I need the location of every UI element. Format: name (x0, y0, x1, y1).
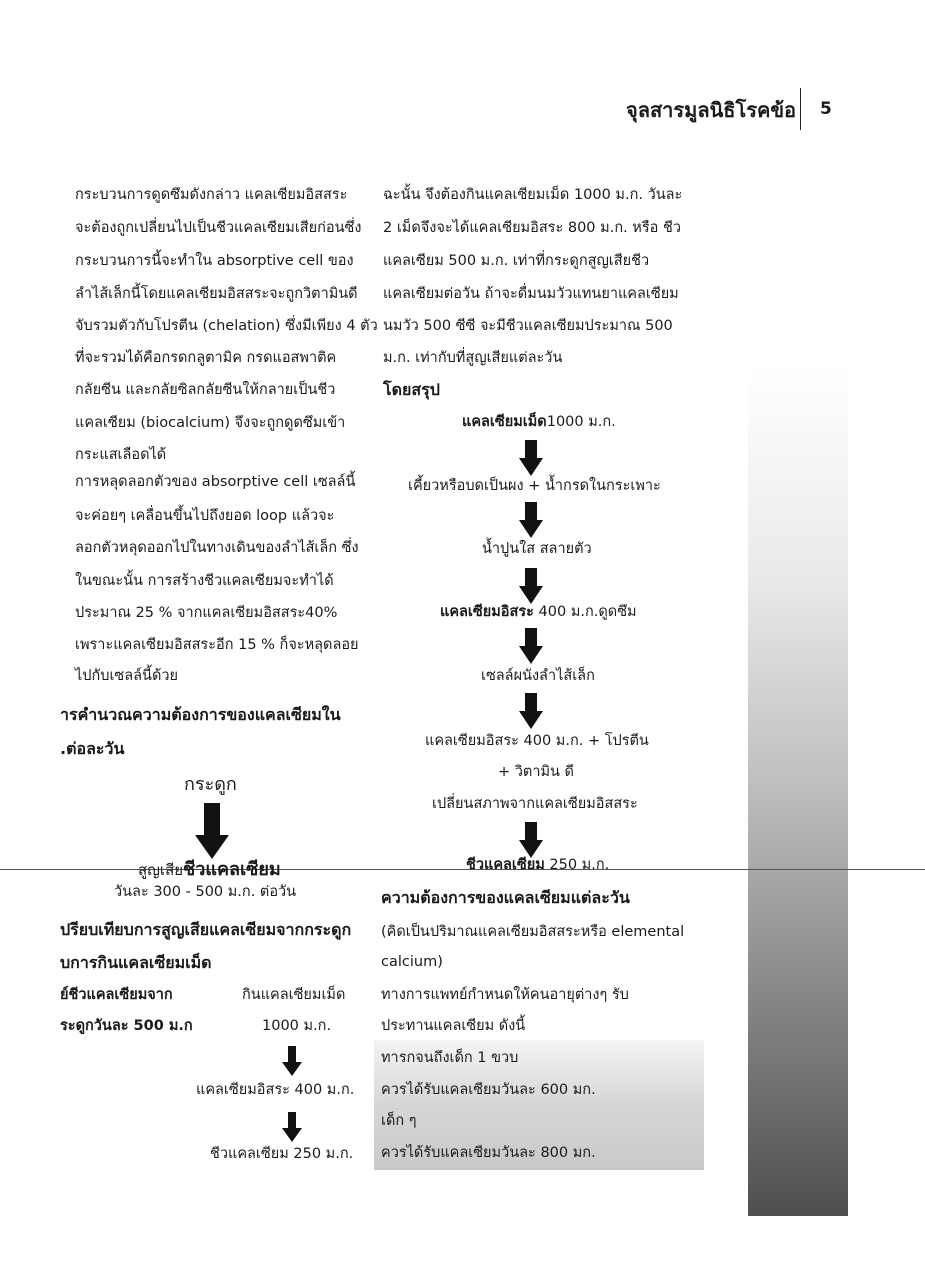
text-line: นมวัว 500 ซีซี จะมีชีวแคลเซียมประมาณ 500 (383, 318, 673, 334)
section-heading-daily-need: ารคำนวณความต้องการของแคลเซียมใน (60, 705, 341, 724)
flow-step-6-line: + วิตามิน ดี (498, 764, 574, 780)
section-heading-compare: ปรียบเทียบการสูญเสียแคลเซียมจากกระดูก (60, 920, 352, 939)
flow-step-5: เซลล์ผนังลำไส้เล็ก (481, 668, 595, 684)
section-heading-compare-cont: บการกินแคลเซียมเม็ด (60, 953, 212, 972)
need-line: ประทานแคลเซียม ดังนี้ (381, 1018, 526, 1034)
scan-gradient-band (748, 368, 848, 1216)
header-divider (800, 88, 801, 130)
text-line: แคลเซียมต่อวัน ถ้าจะดื่มนมวัวแทนยาแคลเซียม (383, 286, 679, 302)
text-line: กระบวนการดูดซึมดังกล่าว แคลเซียมอิสสระ (75, 187, 348, 203)
need-line: ควรได้รับแคลเซียมวันละ 600 มก. (381, 1082, 596, 1098)
text-line: ลอกตัวหลุดออกไปในทางเดินของลำไส้เล็ก ซึ่ง (75, 540, 359, 556)
page-number: 5 (820, 99, 832, 119)
down-arrow-icon (519, 822, 543, 858)
flow-step-3: น้ำปูนใส สลายตัว (482, 541, 592, 557)
text-line: เพราะแคลเซียมอิสสระอีก 15 % ก็จะหลุดลอย (75, 637, 359, 653)
text-line: แคลเซียม (biocalcium) จึงจะถูกดูดซึมเข้า (75, 415, 346, 431)
flow-step-7-bold: ชีวแคลเซียม (466, 857, 545, 873)
text-line: ลำไส้เล็กนี้โดยแคลเซียมอิสสระจะถูกวิตามินดี (75, 286, 358, 302)
need-line: ทางการแพทย์กำหนดให้คนอายุต่างๆ รับ (381, 987, 629, 1003)
flow-step-7 (466, 858, 609, 873)
flow-step-6-line: แคลเซียมอิสระ 400 ม.ก. + โปรตีน (425, 733, 649, 749)
text-line: 2 เม็ดจึงจะได้แคลเซียมอิสระ 800 ม.ก. หรือ ชีว (383, 220, 681, 236)
compare-left-line: ย์ชีวแคลเซียมจาก (60, 987, 173, 1003)
down-arrow-icon (519, 502, 543, 538)
text-line: กลัยซีน และกลัยซิลกลัยซีนให้กลายเป็นชีว (75, 382, 336, 398)
compare-left-line: ระดูกวันละ 500 ม.ก (60, 1018, 193, 1034)
page-header-title: จุลสารมูลนิธิโรคข้อ (626, 98, 797, 122)
text-line: ฉะนั้น จึงต้องกินแคลเซียมเม็ด 1000 ม.ก. วันละ (383, 187, 683, 203)
text-line: จะต้องถูกเปลี่ยนไปเป็นชีวแคลเซียมเสียก่อนซึ่ง (75, 220, 362, 236)
text-line: จับรวมตัวกับโปรตีน (chelation) ซึ่งมีเพียง 4 ตัว (75, 318, 378, 334)
text-line: ม.ก. เท่ากับที่สูญเสียแต่ละวัน (383, 350, 563, 366)
flow-step-1-bold: แคลเซียมเม็ด (462, 414, 547, 430)
flow-step-1 (462, 415, 616, 430)
bone-loss-rate: วันละ 300 - 500 ม.ก. ต่อวัน (114, 884, 297, 900)
compare-right-line: กินแคลเซียมเม็ด (242, 987, 346, 1003)
compare-right-line: ชีวแคลเซียม 250 ม.ก. (210, 1146, 354, 1162)
section-heading-daily-need-cont: .ต่อละวัน (60, 739, 125, 758)
flow-step-4 (440, 605, 637, 620)
flow-step-4-bold: แคลเซียมอิสระ (440, 604, 534, 620)
text-line: ที่จะรวมได้คือกรดกลูตามิค กรดแอสพาติค (75, 350, 337, 366)
need-line: (คิดเป็นปริมาณแคลเซียมอิสสระหรือ elemental (381, 924, 685, 940)
need-heading: ความต้องการของแคลเซียมแต่ละวัน (381, 888, 630, 907)
down-arrow-icon (519, 628, 543, 664)
down-arrow-icon (282, 1046, 302, 1076)
bone-loss-bold: ชีวแคลเซียม (183, 859, 281, 880)
down-arrow-icon (195, 803, 229, 859)
flow-step-4-rest: 400 ม.ก.ดูดซึม (533, 604, 637, 620)
need-line: ทารกจนถึงเด็ก 1 ขวบ (381, 1050, 519, 1066)
down-arrow-icon (519, 568, 543, 604)
flow-step-6-line: เปลี่ยนสภาพจากแคลเซียมอิสสระ (432, 796, 638, 812)
bone-loss-label (138, 854, 281, 883)
flow-step-7-rest: 250 ม.ก. (544, 857, 610, 873)
down-arrow-icon (519, 693, 543, 729)
text-line: ประมาณ 25 % จากแคลเซียมอิสสระ40% (75, 605, 338, 621)
need-line: เด็ก ๆ (381, 1113, 417, 1129)
text-line: จะค่อยๆ เคลื่อนขึ้นไปถึงยอด loop แล้วจะ (75, 508, 335, 524)
down-arrow-icon (519, 440, 543, 476)
compare-right-line: 1000 ม.ก. (262, 1018, 332, 1034)
bone-label: กระดูก (184, 774, 237, 795)
flow-step-1-rest: 1000 ม.ก. (546, 414, 616, 430)
text-line: ในขณะนั้น การสร้างชีวแคลเซียมจะทำได้ (75, 573, 334, 589)
down-arrow-icon (282, 1112, 302, 1142)
need-line: calcium) (381, 954, 443, 970)
flow-step-2: เคี้ยวหรือบดเป็นผง + น้ำกรดในกระเพาะ (408, 478, 661, 494)
text-line: ไปกับเซลล์นี้ด้วย (75, 668, 179, 684)
summary-heading: โดยสรุป (383, 380, 440, 399)
compare-right-line: แคลเซียมอิสระ 400 ม.ก. (196, 1082, 355, 1098)
need-line: ควรได้รับแคลเซียมวันละ 800 มก. (381, 1145, 596, 1161)
text-line: แคลเซียม 500 ม.ก. เท่าที่กระดูกสูญเสียชีว (383, 253, 650, 269)
text-line: กระบวนการนี้จะทำใน absorptive cell ของ (75, 253, 354, 269)
bone-loss-prefix: สูญเสีย (138, 861, 184, 879)
text-line: กระแสเลือดได้ (75, 447, 167, 463)
text-line: การหลุดลอกตัวของ absorptive cell เซลล์นี้ (75, 474, 356, 490)
